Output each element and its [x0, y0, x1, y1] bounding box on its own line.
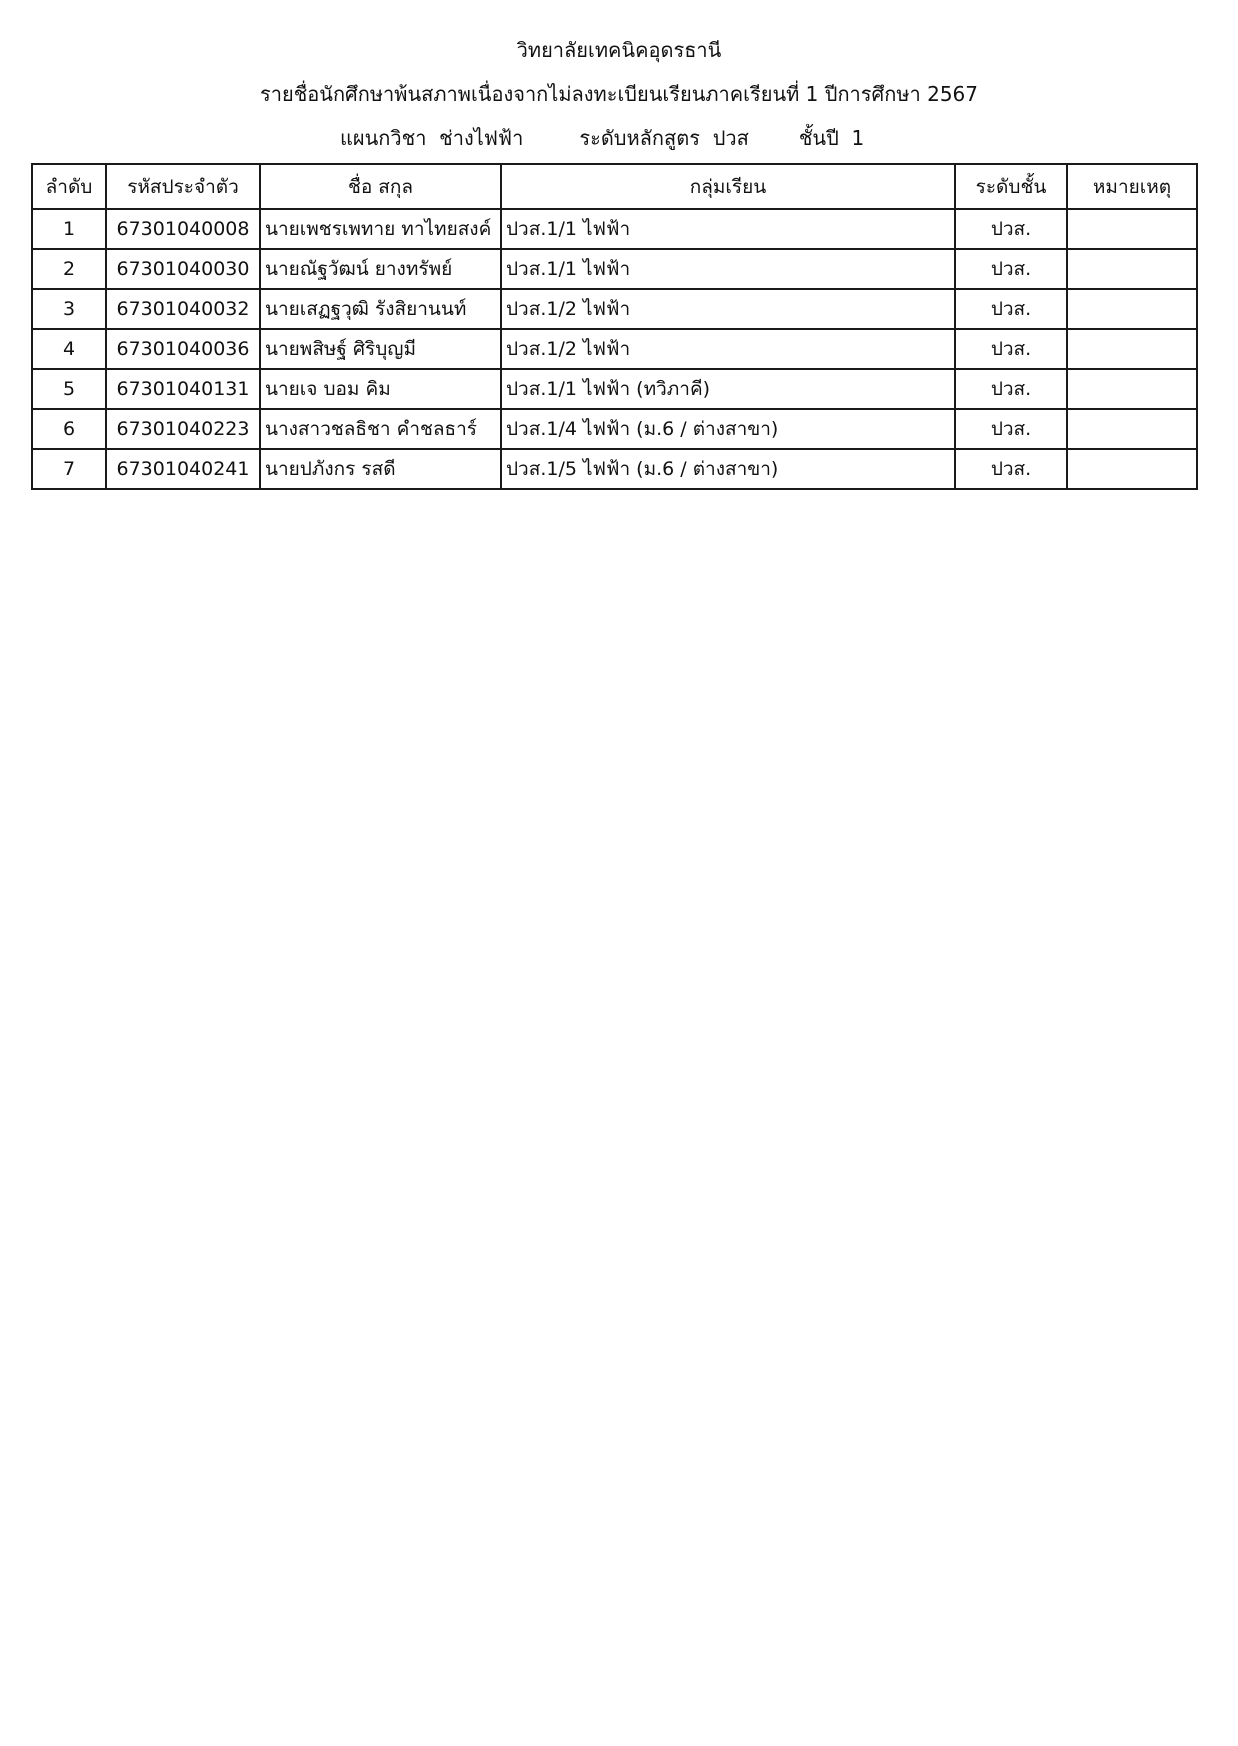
cell-id: 67301040131 [106, 369, 260, 409]
cell-name: นายเพชรเพทาย ทาไทยสงค์ [260, 209, 501, 249]
cell-note [1067, 369, 1197, 409]
table-header-row [32, 164, 1197, 209]
program-info [340, 124, 864, 152]
cell-name: นางสาวชลธิชา คำชลธาร์ [260, 409, 501, 449]
cell-group: ปวส.1/1 ไฟฟ้า (ทวิภาคี) [501, 369, 955, 409]
cell-group: ปวส.1/1 ไฟฟ้า [501, 209, 955, 249]
cell-no: 2 [32, 249, 106, 289]
cell-group: ปวส.1/1 ไฟฟ้า [501, 249, 955, 289]
cell-id: 67301040036 [106, 329, 260, 369]
cell-note [1067, 209, 1197, 249]
table-row [32, 289, 1197, 329]
cell-level: ปวส. [955, 449, 1067, 489]
cell-id: 67301040241 [106, 449, 260, 489]
cell-note [1067, 249, 1197, 289]
cell-name: นายณัฐวัฒน์ ยางทรัพย์ [260, 249, 501, 289]
cell-note [1067, 449, 1197, 489]
cell-name: นายเจ บอม คิม [260, 369, 501, 409]
table-row [32, 249, 1197, 289]
cell-name: นายพสิษฐ์ ศิริบุญมี [260, 329, 501, 369]
cell-group: ปวส.1/5 ไฟฟ้า (ม.6 / ต่างสาขา) [501, 449, 955, 489]
cell-level: ปวส. [955, 249, 1067, 289]
department-label: แผนกวิชา ช่างไฟฟ้า [340, 126, 524, 150]
cell-id: 67301040008 [106, 209, 260, 249]
cell-level: ปวส. [955, 289, 1067, 329]
column-header-group: กลุ่มเรียน [501, 164, 955, 209]
cell-no: 1 [32, 209, 106, 249]
cell-name: นายเสฏฐวุฒิ รังสิยานนท์ [260, 289, 501, 329]
cell-level: ปวส. [955, 329, 1067, 369]
table-row [32, 449, 1197, 489]
table-row [32, 369, 1197, 409]
cell-level: ปวส. [955, 409, 1067, 449]
cell-note [1067, 329, 1197, 369]
cell-no: 6 [32, 409, 106, 449]
document-subject: รายชื่อนักศึกษาพ้นสภาพเนื่องจากไม่ลงทะเบียนเรียนภาคเรียนที่ 1 ปีการศึกษา 2567 [260, 82, 978, 106]
program-level-label: ระดับหลักสูตร ปวส [579, 126, 749, 150]
cell-note [1067, 409, 1197, 449]
cell-group: ปวส.1/2 ไฟฟ้า [501, 329, 955, 369]
cell-id: 67301040032 [106, 289, 260, 329]
cell-name: นายปภังกร รสดี [260, 449, 501, 489]
cell-no: 3 [32, 289, 106, 329]
column-header-no: ลำดับ [32, 164, 106, 209]
column-header-name: ชื่อ สกุล [260, 164, 501, 209]
cell-group: ปวส.1/4 ไฟฟ้า (ม.6 / ต่างสาขา) [501, 409, 955, 449]
cell-group: ปวส.1/2 ไฟฟ้า [501, 289, 955, 329]
cell-id: 67301040030 [106, 249, 260, 289]
institution-title: วิทยาลัยเทคนิคอุดรธานี [516, 38, 722, 62]
column-header-note: หมายเหตุ [1067, 164, 1197, 209]
column-header-level: ระดับชั้น [955, 164, 1067, 209]
cell-level: ปวส. [955, 369, 1067, 409]
cell-level: ปวส. [955, 209, 1067, 249]
table-row [32, 329, 1197, 369]
cell-no: 7 [32, 449, 106, 489]
student-table [31, 163, 1198, 490]
cell-no: 5 [32, 369, 106, 409]
cell-no: 4 [32, 329, 106, 369]
cell-note [1067, 289, 1197, 329]
column-header-id: รหัสประจำตัว [106, 164, 260, 209]
cell-id: 67301040223 [106, 409, 260, 449]
table-row [32, 409, 1197, 449]
year-label: ชั้นปี 1 [798, 126, 865, 150]
table-row [32, 209, 1197, 249]
